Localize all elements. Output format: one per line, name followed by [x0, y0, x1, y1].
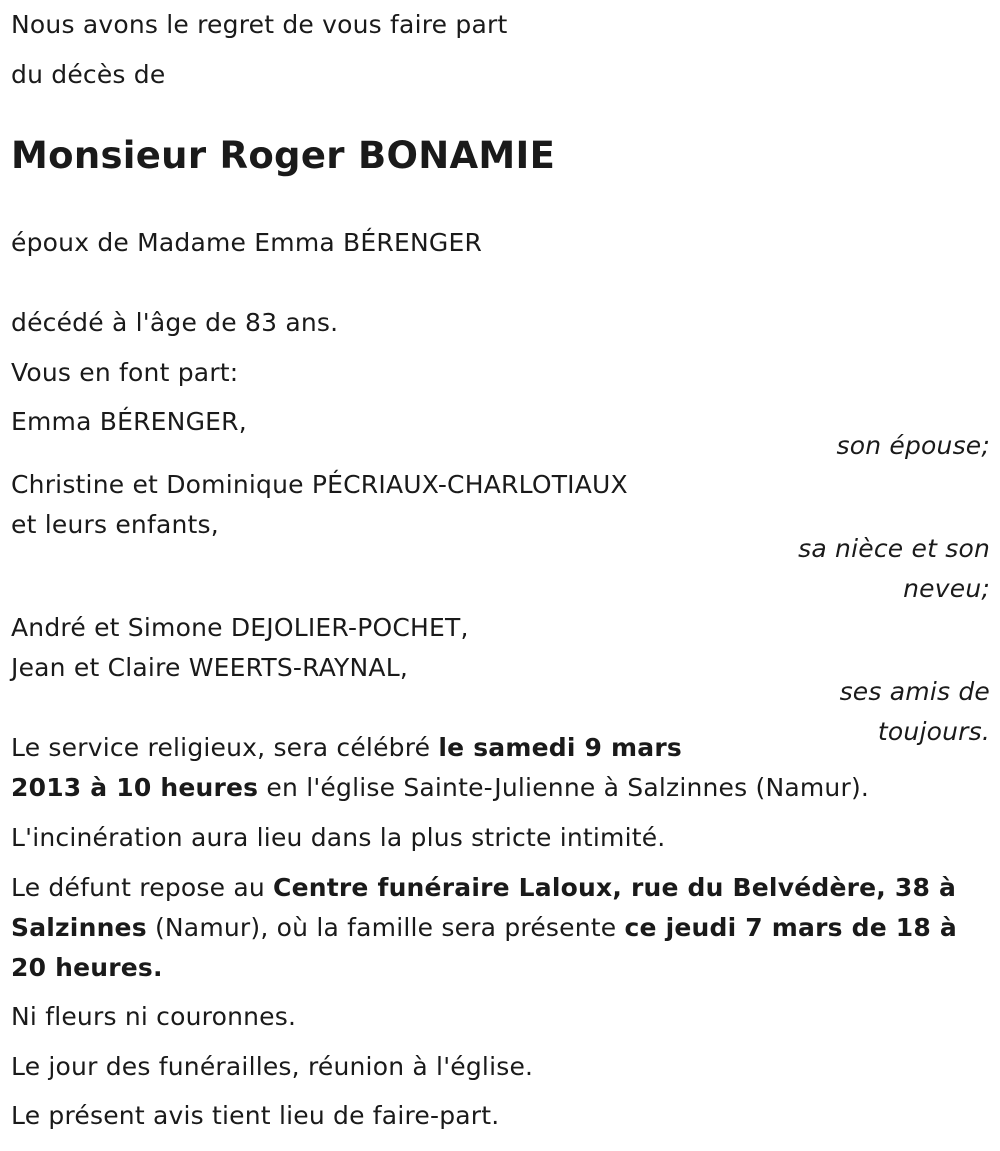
note-line: Le présent avis tient lieu de faire-part.: [11, 1101, 500, 1130]
service-prefix: Le service religieux, sera célébré: [11, 733, 439, 762]
announcer-relation: sa nièce et son: [798, 534, 990, 563]
announcer-relation: ses amis de: [839, 677, 990, 706]
incineration-line: L'incinération aura lieu dans la plus stricte intimité.: [11, 823, 666, 852]
repose-place-2: Salzinnes: [11, 913, 147, 942]
service-line-1: [11, 733, 682, 763]
service-line-2: [11, 773, 869, 803]
age-line: décédé à l'âge de 83 ans.: [11, 308, 339, 337]
repose-line-3: [11, 953, 163, 983]
note-line: Le jour des funérailles, réunion à l'église.: [11, 1052, 534, 1081]
note-line: Ni fleurs ni couronnes.: [11, 1002, 297, 1031]
repose-place-1: Centre funéraire Laloux, rue du Belvédère, 38 à: [273, 873, 957, 902]
repose-line-2: [11, 913, 957, 943]
announcer-name: Jean et Claire WEERTS-RAYNAL,: [11, 653, 409, 682]
announcers-heading: Vous en font part:: [11, 358, 239, 387]
repose-when-1: ce jeudi 7 mars de 18 à: [624, 913, 957, 942]
announcer-name: André et Simone DEJOLIER-POCHET,: [11, 613, 469, 642]
repose-middle: (Namur), où la famille sera présente: [146, 913, 625, 942]
service-date-1: le samedi 9 mars: [438, 733, 682, 762]
announcer-relation: toujours.: [877, 717, 990, 746]
repose-when-2: 20 heures.: [11, 953, 163, 982]
deceased-name: Monsieur Roger BONAMIE: [11, 134, 556, 177]
intro-line-2: du décès de: [11, 60, 166, 89]
service-suffix: en l'église Sainte-Julienne à Salzinnes (Namur).: [258, 773, 870, 802]
intro-line-1: Nous avons le regret de vous faire part: [11, 10, 508, 39]
announcer-name: Emma BÉRENGER,: [11, 407, 247, 436]
repose-line-1: [11, 873, 956, 903]
announcer-relation: neveu;: [903, 574, 990, 603]
announcer-relation: son épouse;: [836, 431, 990, 460]
announcer-name: Christine et Dominique PÉCRIAUX-CHARLOTIAUX: [11, 470, 628, 499]
repose-prefix: Le défunt repose au: [11, 873, 274, 902]
spouse-line: époux de Madame Emma BÉRENGER: [11, 228, 483, 257]
service-date-2: 2013 à 10 heures: [11, 773, 259, 802]
announcer-name: et leurs enfants,: [11, 510, 219, 539]
